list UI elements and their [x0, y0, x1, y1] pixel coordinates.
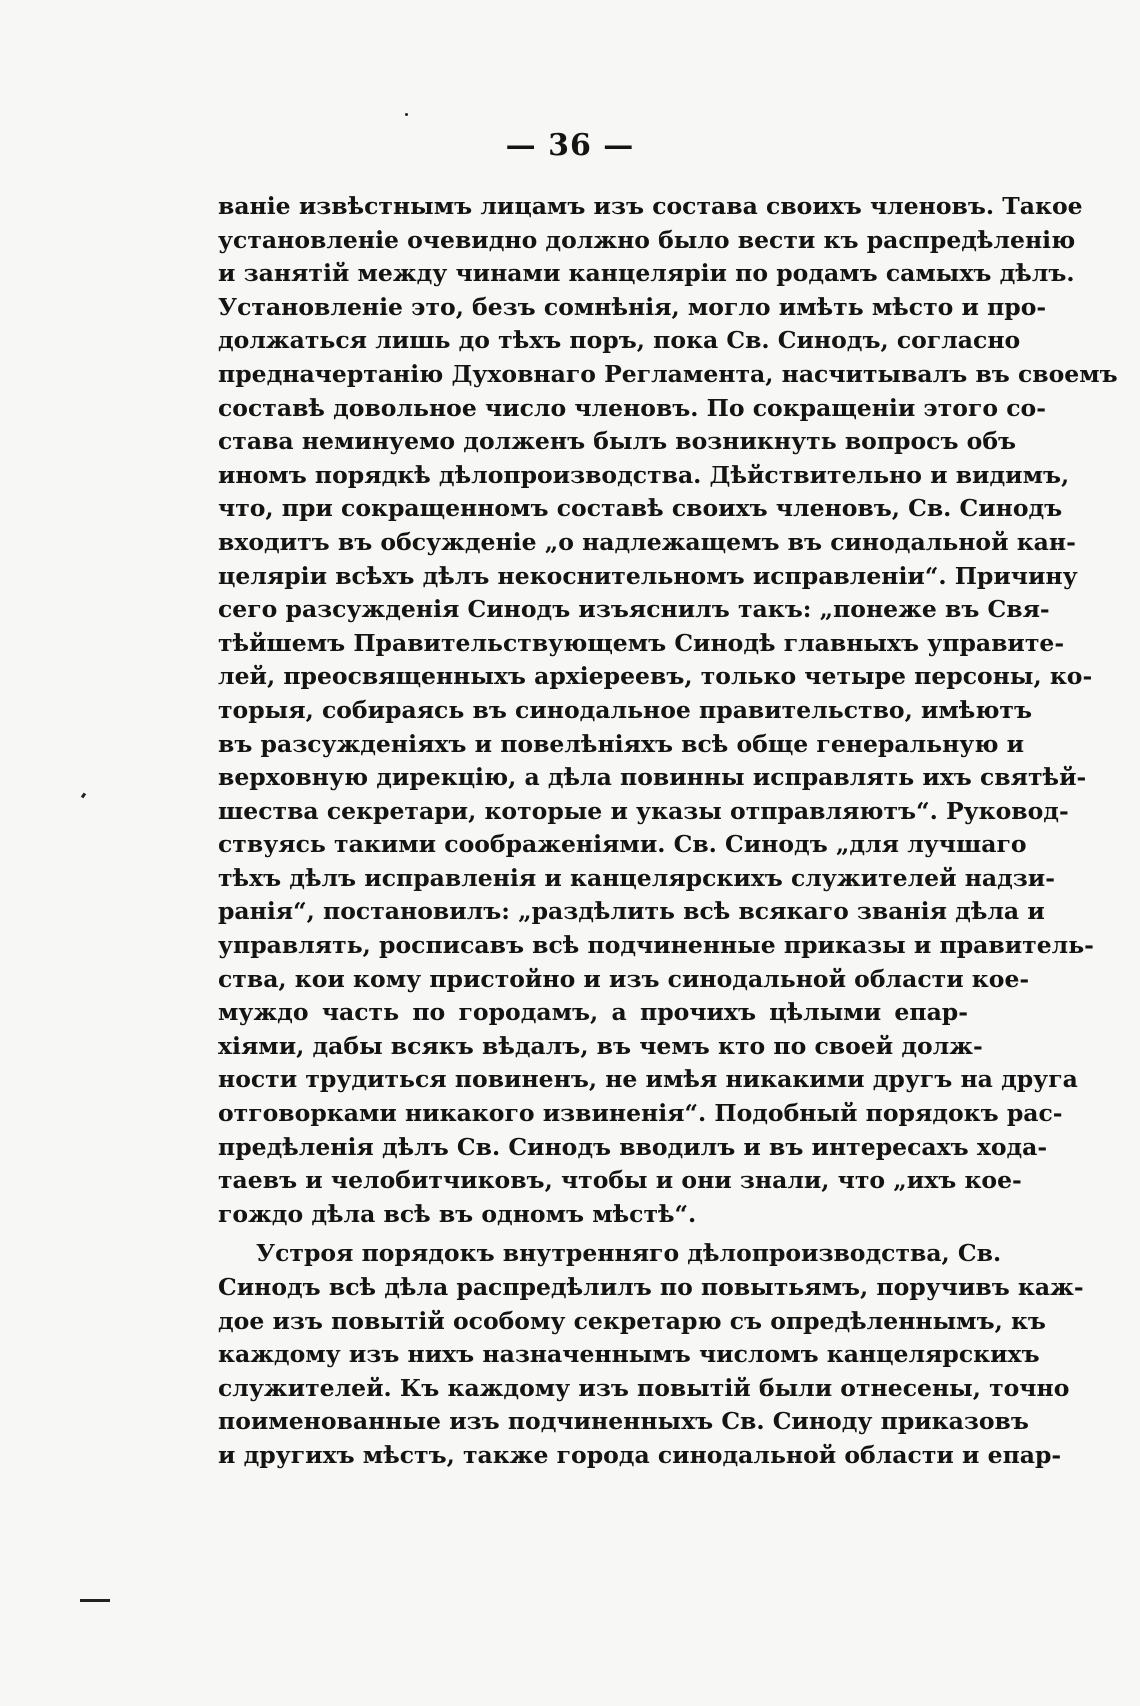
margin-tick-mark	[81, 793, 86, 799]
text-line: въ разсужденіяхъ и повелѣніяхъ всѣ обще генеральную и	[218, 729, 1025, 758]
text-line: предначертанію Духовнаго Регламента, насчитывалъ въ своемъ	[218, 359, 1118, 388]
text-line: шества секретари, которые и указы отправляютъ“. Руковод-	[218, 796, 1069, 825]
body-text	[218, 190, 1118, 1473]
text-line: ствуясь такими соображеніями. Св. Синодъ „для лучшаго	[218, 830, 1027, 859]
text-line: тѣйшемъ Правительствующемъ Синодѣ главныхъ управите-	[218, 628, 1065, 657]
text-line: таевъ и челобитчиковъ, чтобы и они знали, что „ихъ кое-	[218, 1166, 1022, 1195]
text-line: хіями, дабы всякъ вѣдалъ, въ чемъ кто по своей долж-	[218, 1031, 983, 1060]
text-line: става неминуемо долженъ былъ возникнуть вопросъ объ	[218, 427, 1017, 456]
text-line: что, при сокращенномъ составѣ своихъ членовъ, Св. Синодъ	[218, 494, 1063, 523]
text-line: гождо дѣла всѣ въ одномъ мѣстѣ“.	[218, 1199, 697, 1228]
text-line: тѣхъ дѣлъ исправленія и канцелярскихъ служителей надзи-	[218, 863, 1055, 892]
text-line: муждо часть по городамъ, а прочихъ цѣлыми епар-	[218, 998, 968, 1027]
text-line: предѣленія дѣлъ Св. Синодъ вводилъ и въ интересахъ хода-	[218, 1132, 1048, 1161]
text-line: верховную дирекцію, а дѣла повинны исправлять ихъ святѣй-	[218, 763, 1087, 792]
text-line: ранія“, постановилъ: „раздѣлить всѣ всякаго званія дѣла и	[218, 897, 1045, 926]
text-line: дое изъ повытій особому секретарю съ опредѣленнымъ, къ	[218, 1306, 1046, 1335]
paragraph	[218, 1237, 1084, 1472]
text-line: должаться лишь до тѣхъ поръ, пока Св. Синодъ, согласно	[218, 326, 1021, 355]
text-line: отговорками никакого извиненія“. Подобный порядокъ рас-	[218, 1099, 1063, 1128]
text-line: целяріи всѣхъ дѣлъ некоснительномъ исправленіи“. Причину	[218, 561, 1078, 590]
text-line: лей, преосвященныхъ архіереевъ, только четыре персоны, ко-	[218, 662, 1093, 691]
text-line: Установленіе это, безъ сомнѣнія, могло имѣть мѣсто и про-	[218, 292, 1047, 321]
text-line: ваніе извѣстнымъ лицамъ изъ состава своихъ членовъ. Такое	[218, 192, 1083, 220]
text-line: ства, кои кому пристойно и изъ синодальной области кое-	[218, 964, 1030, 993]
text-line: установленіе очевидно должно было вести къ распредѣленію	[218, 225, 1076, 254]
text-line: и другихъ мѣстъ, также города синодальной области и епар-	[218, 1440, 1062, 1469]
text-line: иномъ порядкѣ дѣлопроизводства. Дѣйствительно и видимъ,	[218, 460, 1070, 489]
text-line: служителей. Къ каждому изъ повытій были отнесены, точно	[218, 1373, 1070, 1402]
text-line: и занятій между чинами канцеляріи по родамъ самыхъ дѣлъ.	[218, 259, 1075, 288]
page-number: — 36 —	[505, 128, 635, 163]
text-line: каждому изъ нихъ назначеннымъ числомъ канцелярскихъ	[218, 1340, 1040, 1369]
text-line: ности трудиться повиненъ, не имѣя никакими другъ на друга	[218, 1065, 1078, 1094]
text-line: сего разсужденія Синодъ изъяснилъ такъ: „понеже въ Свя-	[218, 595, 1050, 624]
margin-dash-mark	[80, 1599, 110, 1602]
ink-speck	[405, 113, 408, 116]
text-line: поименованные изъ подчиненныхъ Св. Синоду приказовъ	[218, 1407, 1029, 1436]
text-line: входитъ въ обсужденіе „о надлежащемъ въ синодальной кан-	[218, 527, 1076, 556]
text-line: управлять, росписавъ всѣ подчиненные приказы и правитель-	[218, 931, 1094, 960]
text-line: составѣ довольное число членовъ. По сокращеніи этого со-	[218, 393, 1046, 422]
text-line: торыя, собираясь въ синодальное правительство, имѣютъ	[218, 695, 1032, 724]
paragraph	[218, 190, 1118, 1231]
text-line: Устроя порядокъ внутренняго дѣлопроизводства, Св.	[256, 1239, 1002, 1268]
text-line: Синодъ всѣ дѣла распредѣлилъ по повытьямъ, поручивъ каж-	[218, 1273, 1084, 1301]
